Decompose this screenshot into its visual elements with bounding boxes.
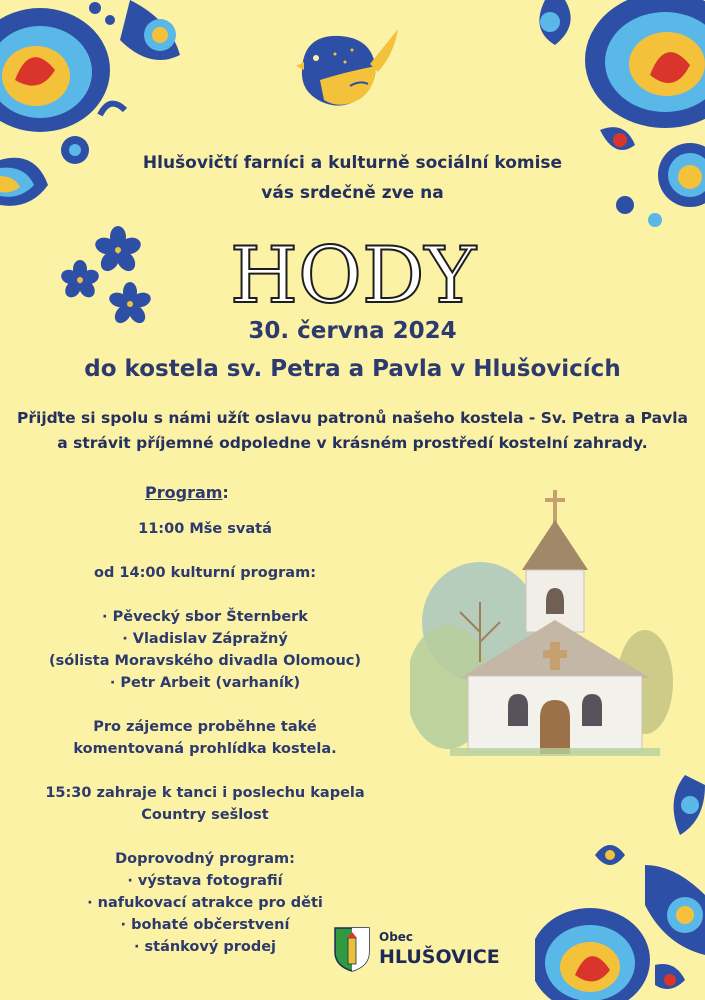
invitation-text [0,406,705,456]
invite-line-2: a strávit příjemné odpoledne v krásném prostředí kostelní zahrady. [57,434,648,452]
intro-text [0,148,705,208]
event-place: do kostela sv. Petra a Pavla v Hlušovicích [84,356,621,382]
program-heading-label: Program [145,483,223,502]
performer-item: (sólista Moravského divadla Olomouc) [48,653,362,669]
bird-icon [290,24,400,114]
coat-of-arms-icon [333,926,371,972]
intro-line-2: vás srdečně zve na [261,183,444,203]
event-title-text: HODY [229,231,476,321]
invite-line-1: Přijďte si spolu s námi užít oslavu patronů našeho kostela - Sv. Petra a Pavla [17,409,688,427]
performer-item: · Vladislav Zápražný [122,631,288,647]
program-mass: 11:00 Mše svatá [138,521,272,537]
accompanying-item: · nafukovací atrakce pro děti [87,895,323,911]
program-heading-colon: : [222,483,229,502]
intro-line-1: Hlušovičtí farníci a kulturně sociální komise [142,153,563,173]
tour-line: komentovaná prohlídka kostela. [73,741,337,757]
program-heading [30,482,380,504]
program-culture-intro: od 14:00 kulturní program: [94,565,316,581]
event-date: 30. června 2024 [248,318,457,344]
program-section [30,482,380,958]
band-line: 15:30 zahraje k tanci i poslechu kapela [45,785,365,801]
performer-item: · Pěvecký sbor Šternberk [102,609,308,625]
accompanying-item: · bohaté občerstvení [120,917,290,933]
band-line: Country sešlost [141,807,269,823]
church-icon [410,482,680,762]
folk-flower-corner-bottom-right [535,775,705,1000]
event-title [0,222,705,322]
tour-line: Pro zájemce proběhne také [93,719,317,735]
performer-item: · Petr Arbeit (varhaník) [109,675,301,691]
logo-label-name: HLUŠOVICE [379,946,500,968]
logo-label-obec: Obec [379,930,414,944]
accompanying-item: · výstava fotografií [127,873,283,889]
accompanying-title: Doprovodný program: [115,851,295,867]
accompanying-item: · stánkový prodej [133,939,277,955]
municipality-logo [333,926,503,976]
